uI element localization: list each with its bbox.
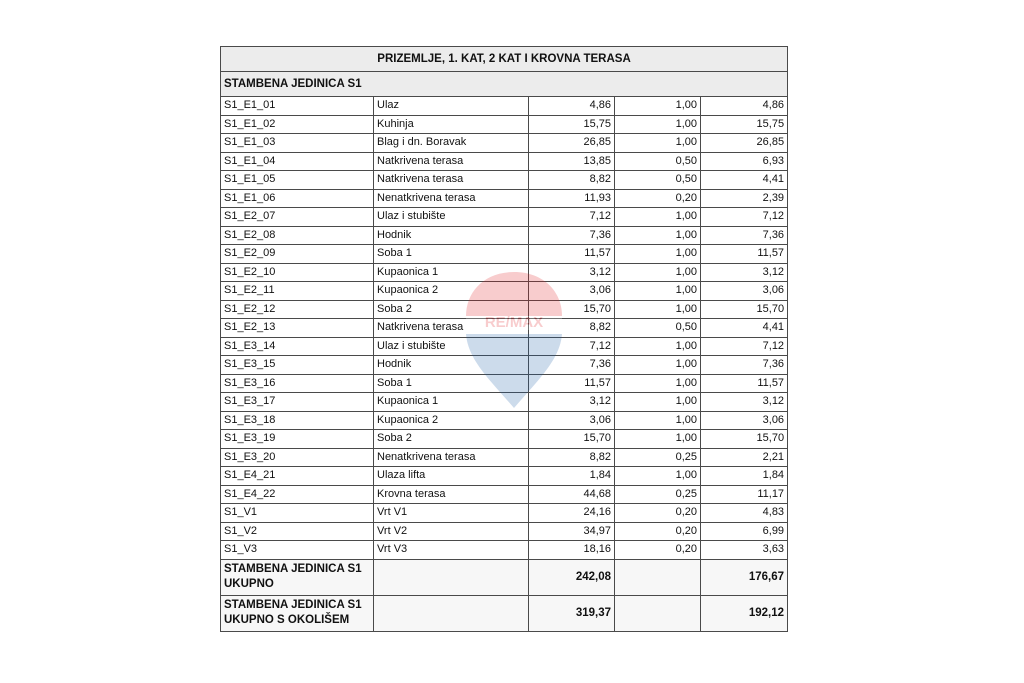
area-cell: 11,57 <box>529 245 615 264</box>
net-area-cell: 11,57 <box>701 374 788 393</box>
area-cell: 7,12 <box>529 208 615 227</box>
net-area-cell: 3,06 <box>701 411 788 430</box>
room-code-cell: S1_E2_07 <box>221 208 374 227</box>
net-area-cell: 15,75 <box>701 115 788 134</box>
room-code-cell: S1_E1_06 <box>221 189 374 208</box>
room-name-cell: Vrt V1 <box>374 504 529 523</box>
area-cell: 8,82 <box>529 319 615 338</box>
coefficient-cell: 1,00 <box>615 356 701 375</box>
coefficient-cell: 1,00 <box>615 263 701 282</box>
coefficient-cell: 0,50 <box>615 152 701 171</box>
coefficient-cell: 1,00 <box>615 208 701 227</box>
room-code-cell: S1_E1_05 <box>221 171 374 190</box>
table-row <box>221 300 788 319</box>
room-code-cell: S1_V2 <box>221 522 374 541</box>
area-cell: 24,16 <box>529 504 615 523</box>
area-cell: 44,68 <box>529 485 615 504</box>
room-name-cell: Ulaz <box>374 97 529 116</box>
area-cell: 3,12 <box>529 393 615 412</box>
net-area-cell: 2,21 <box>701 448 788 467</box>
coefficient-cell: 1,00 <box>615 97 701 116</box>
area-cell: 11,93 <box>529 189 615 208</box>
room-name-cell: Natkrivena terasa <box>374 319 529 338</box>
room-name-cell: Kuhinja <box>374 115 529 134</box>
room-code-cell: S1_E1_03 <box>221 134 374 153</box>
room-code-cell: S1_E3_19 <box>221 430 374 449</box>
net-area-cell: 26,85 <box>701 134 788 153</box>
total-label-cell: STAMBENA JEDINICA S1 UKUPNO S OKOLIŠEM <box>221 595 374 631</box>
coefficient-cell: 1,00 <box>615 226 701 245</box>
area-cell: 11,57 <box>529 374 615 393</box>
room-code-cell: S1_E1_02 <box>221 115 374 134</box>
coefficient-cell: 1,00 <box>615 115 701 134</box>
room-name-cell: Soba 1 <box>374 374 529 393</box>
table-row <box>221 97 788 116</box>
table-row <box>221 374 788 393</box>
room-name-cell: Ulaz i stubište <box>374 208 529 227</box>
coefficient-cell: 0,20 <box>615 522 701 541</box>
net-area-cell: 15,70 <box>701 430 788 449</box>
total-label-cell: STAMBENA JEDINICA S1 UKUPNO <box>221 559 374 595</box>
net-area-cell: 11,57 <box>701 245 788 264</box>
room-name-cell: Ulaza lifta <box>374 467 529 486</box>
net-area-cell: 7,12 <box>701 337 788 356</box>
net-area-cell: 15,70 <box>701 300 788 319</box>
net-area-cell: 6,93 <box>701 152 788 171</box>
room-code-cell: S1_E2_13 <box>221 319 374 338</box>
total-net-area-cell: 192,12 <box>701 595 788 631</box>
area-cell: 1,84 <box>529 467 615 486</box>
net-area-cell: 3,63 <box>701 541 788 560</box>
coefficient-cell: 1,00 <box>615 300 701 319</box>
room-name-cell: Soba 2 <box>374 430 529 449</box>
coefficient-cell: 1,00 <box>615 374 701 393</box>
section-title: STAMBENA JEDINICA S1 <box>221 72 788 97</box>
table-row <box>221 356 788 375</box>
room-name-cell: Nenatkrivena terasa <box>374 448 529 467</box>
coefficient-cell: 1,00 <box>615 430 701 449</box>
net-area-cell: 4,41 <box>701 171 788 190</box>
room-code-cell: S1_E3_16 <box>221 374 374 393</box>
coefficient-cell: 0,20 <box>615 504 701 523</box>
room-name-cell: Kupaonica 2 <box>374 411 529 430</box>
net-area-cell: 7,36 <box>701 226 788 245</box>
table-row <box>221 430 788 449</box>
coefficient-cell: 0,50 <box>615 319 701 338</box>
room-code-cell: S1_E3_18 <box>221 411 374 430</box>
room-name-cell: Vrt V3 <box>374 541 529 560</box>
table-row <box>221 448 788 467</box>
table-row <box>221 152 788 171</box>
coefficient-cell: 0,25 <box>615 485 701 504</box>
table-row <box>221 485 788 504</box>
table-row <box>221 467 788 486</box>
room-code-cell: S1_E2_12 <box>221 300 374 319</box>
room-code-cell: S1_E3_20 <box>221 448 374 467</box>
room-code-cell: S1_E3_14 <box>221 337 374 356</box>
room-code-cell: S1_E3_15 <box>221 356 374 375</box>
table-row <box>221 541 788 560</box>
total-empty-cell <box>615 595 701 631</box>
table-row <box>221 134 788 153</box>
net-area-cell: 3,12 <box>701 263 788 282</box>
room-code-cell: S1_E3_17 <box>221 393 374 412</box>
table-row <box>221 337 788 356</box>
section-title-row <box>221 72 788 97</box>
area-cell: 7,36 <box>529 226 615 245</box>
table-title-row <box>221 47 788 72</box>
coefficient-cell: 1,00 <box>615 245 701 264</box>
total-row <box>221 559 788 595</box>
area-cell: 15,70 <box>529 430 615 449</box>
coefficient-cell: 0,20 <box>615 189 701 208</box>
table-row <box>221 393 788 412</box>
room-code-cell: S1_E2_09 <box>221 245 374 264</box>
coefficient-cell: 1,00 <box>615 393 701 412</box>
net-area-cell: 2,39 <box>701 189 788 208</box>
room-name-cell: Natkrivena terasa <box>374 171 529 190</box>
table-row <box>221 171 788 190</box>
table-row <box>221 263 788 282</box>
room-name-cell: Vrt V2 <box>374 522 529 541</box>
area-cell: 3,06 <box>529 411 615 430</box>
area-cell: 7,12 <box>529 337 615 356</box>
net-area-cell: 7,36 <box>701 356 788 375</box>
room-name-cell: Kupaonica 1 <box>374 393 529 412</box>
total-net-area-cell: 176,67 <box>701 559 788 595</box>
table-row <box>221 226 788 245</box>
coefficient-cell: 1,00 <box>615 134 701 153</box>
room-code-cell: S1_E2_10 <box>221 263 374 282</box>
table-title: PRIZEMLJE, 1. KAT, 2 KAT I KROVNA TERASA <box>221 47 788 72</box>
area-cell: 34,97 <box>529 522 615 541</box>
area-cell: 15,70 <box>529 300 615 319</box>
area-cell: 15,75 <box>529 115 615 134</box>
room-code-cell: S1_E2_08 <box>221 226 374 245</box>
net-area-cell: 11,17 <box>701 485 788 504</box>
table-row <box>221 189 788 208</box>
table-row <box>221 208 788 227</box>
net-area-cell: 3,06 <box>701 282 788 301</box>
room-name-cell: Hodnik <box>374 356 529 375</box>
area-cell: 13,85 <box>529 152 615 171</box>
table-row <box>221 115 788 134</box>
room-name-cell: Krovna terasa <box>374 485 529 504</box>
coefficient-cell: 1,00 <box>615 411 701 430</box>
coefficient-cell: 0,25 <box>615 448 701 467</box>
total-empty-cell <box>374 559 529 595</box>
area-cell: 8,82 <box>529 171 615 190</box>
net-area-cell: 4,83 <box>701 504 788 523</box>
total-empty-cell <box>615 559 701 595</box>
coefficient-cell: 1,00 <box>615 337 701 356</box>
room-name-cell: Nenatkrivena terasa <box>374 189 529 208</box>
room-code-cell: S1_V1 <box>221 504 374 523</box>
table-row <box>221 504 788 523</box>
area-cell: 7,36 <box>529 356 615 375</box>
area-cell: 8,82 <box>529 448 615 467</box>
room-name-cell: Kupaonica 1 <box>374 263 529 282</box>
room-name-cell: Natkrivena terasa <box>374 152 529 171</box>
table-row <box>221 411 788 430</box>
coefficient-cell: 1,00 <box>615 282 701 301</box>
total-area-cell: 242,08 <box>529 559 615 595</box>
room-code-cell: S1_V3 <box>221 541 374 560</box>
net-area-cell: 4,86 <box>701 97 788 116</box>
room-code-cell: S1_E4_21 <box>221 467 374 486</box>
net-area-cell: 7,12 <box>701 208 788 227</box>
room-code-cell: S1_E2_11 <box>221 282 374 301</box>
room-code-cell: S1_E1_01 <box>221 97 374 116</box>
total-row <box>221 595 788 631</box>
area-cell: 4,86 <box>529 97 615 116</box>
total-empty-cell <box>374 595 529 631</box>
table-row <box>221 245 788 264</box>
coefficient-cell: 1,00 <box>615 467 701 486</box>
net-area-cell: 4,41 <box>701 319 788 338</box>
coefficient-cell: 0,50 <box>615 171 701 190</box>
table-row <box>221 522 788 541</box>
room-name-cell: Hodnik <box>374 226 529 245</box>
net-area-cell: 6,99 <box>701 522 788 541</box>
net-area-cell: 3,12 <box>701 393 788 412</box>
room-name-cell: Soba 1 <box>374 245 529 264</box>
watermark-logo-text: RE/MAX <box>484 314 544 331</box>
total-area-cell: 319,37 <box>529 595 615 631</box>
area-cell: 26,85 <box>529 134 615 153</box>
area-cell: 3,12 <box>529 263 615 282</box>
room-name-cell: Blag i dn. Boravak <box>374 134 529 153</box>
table-row <box>221 319 788 338</box>
area-cell: 18,16 <box>529 541 615 560</box>
area-table <box>220 46 788 632</box>
room-code-cell: S1_E4_22 <box>221 485 374 504</box>
area-cell: 3,06 <box>529 282 615 301</box>
room-name-cell: Ulaz i stubište <box>374 337 529 356</box>
coefficient-cell: 0,20 <box>615 541 701 560</box>
table-row <box>221 282 788 301</box>
room-name-cell: Soba 2 <box>374 300 529 319</box>
room-name-cell: Kupaonica 2 <box>374 282 529 301</box>
area-table-sheet <box>220 46 787 632</box>
net-area-cell: 1,84 <box>701 467 788 486</box>
room-code-cell: S1_E1_04 <box>221 152 374 171</box>
